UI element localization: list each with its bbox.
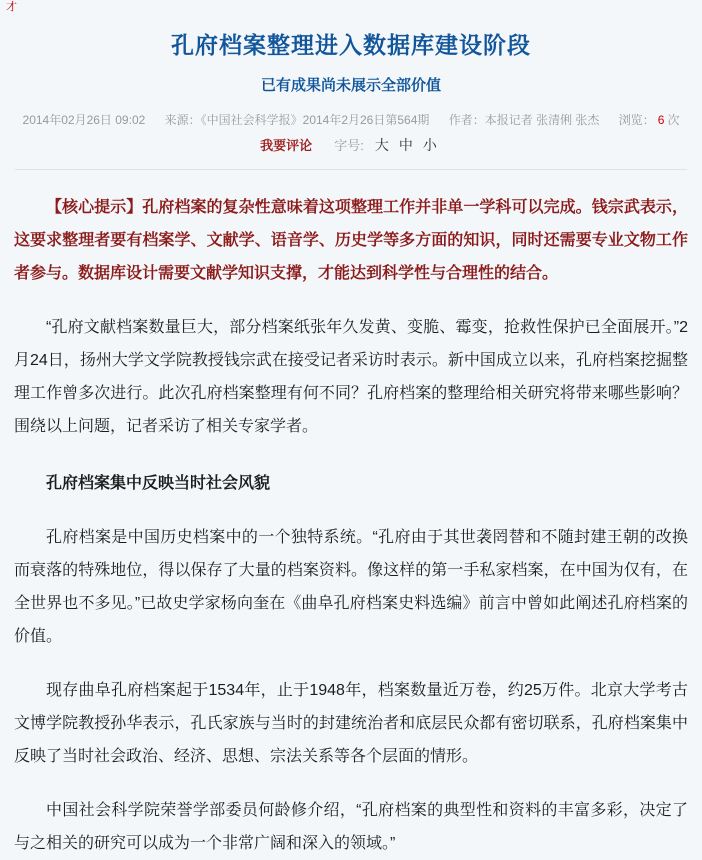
fontsize-label: 字号: [334,138,364,153]
paragraph: 现存曲阜孔府档案起于1534年，止于1948年，档案数量近万卷，约25万件。北京大学考古文博学院教授孙华表示，孔氏家族与当时的封建统治者和底层民众都有密切联系，孔府档案集中反映了当时社会政治、经济、思想、宗法关系等各个层面的情形。 [14,682,688,765]
page-subtitle: 已有成果尚未展示全部价值 [260,77,441,94]
corner-mark-icon: 才 [6,1,17,13]
views-label: 浏览： [618,113,655,127]
views-unit: 次 [667,113,680,127]
comment-link[interactable]: 我要评论 [260,138,313,153]
author: 作者：本报记者 张清俐 张杰 [448,113,600,127]
core-tip-paragraph: 【核心提示】孔府档案的复杂性意味着这项整理工作并非单一学科可以完成。钱宗武表示，这要求整理者要有档案学、文献学、语音学、历史学等多方面的知识，同时还需要专业文物工作者参与。数据库设计需要文献学知识支撑，才能达到科学性与合理性的结合。 [14,199,688,282]
publish-date: 2014年02月26日 09:02 [22,113,146,127]
article-meta [14,111,688,128]
paragraph: “孔府文献档案数量巨大，部分档案纸张年久发黄、变脆、霉变，抢救性保护已全面展开。”2月24日，扬州大学文学院教授钱宗武在接受记者采访时表示。新中国成立以来，孔府档案挖掘整理工作曾多次进行。此次孔府档案整理有何不同？孔府档案的整理给相关研究将带来哪些影响？围绕以上问题，记者采访了相关专家学者。 [14,319,688,435]
source: 来源：《中国社会科学报》2014年2月26日第564期 [164,113,430,127]
article-toolbar [14,135,688,155]
header-divider [15,169,687,170]
page-title: 孔府档案整理进入数据库建设阶段 [171,32,531,58]
views [619,113,680,127]
fontsize-medium-button[interactable]: 中 [398,137,413,153]
article-body [14,191,688,860]
fontsize-small-button[interactable]: 小 [422,137,437,153]
paragraph: 中国社会科学院荣誉学部委员何龄修介绍，“孔府档案的典型性和资料的丰富多彩，决定了与之相关的研究可以成为一个非常广阔和深入的领域。” [14,802,688,852]
section-heading: 孔府档案集中反映当时社会风貌 [46,475,271,492]
views-count: 6 [657,113,665,127]
fontsize-large-button[interactable]: 大 [374,137,389,153]
paragraph: 孔府档案是中国历史档案中的一个独特系统。“孔府由于其世袭罔替和不随封建王朝的改换而衰落的特殊地位，得以保存了大量的档案资料。像这样的第一手私家档案，在中国为仅有，在全世界也不多见。”已故史学家杨向奎在《曲阜孔府档案史料选编》前言中曾如此阐述孔府档案的价值。 [14,529,688,645]
